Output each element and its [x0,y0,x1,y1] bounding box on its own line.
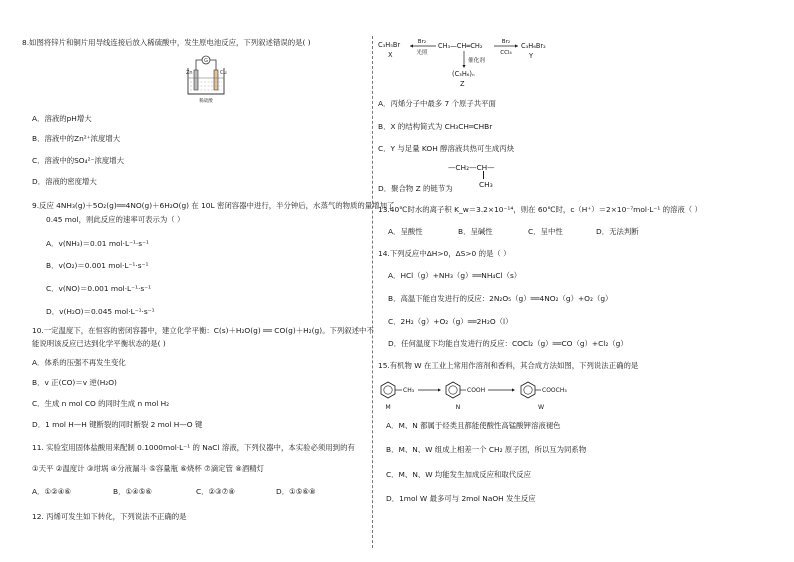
q12-option-d: D．聚合物 Z 的链节为 [378,184,453,193]
q12-option-d-struct-top: —CH₂—CH— [448,163,495,172]
q11-option-b: B．①④⑤⑥ [113,487,152,496]
compound-z: (C₃H₆)ₙ [452,70,475,78]
q10-option-c: C．生成 n mol CO 的同时生成 n mol H₂ [32,399,170,408]
q8-option-a: A．溶液的pH增大 [32,114,92,123]
q14-stem: 14.下列反应中ΔH>0，ΔS>0 的是（ ） [378,249,511,258]
q13-option-b: B．呈碱性 [458,227,493,236]
ester-group: COOCH₃ [542,387,567,394]
q12-option-a: A．丙烯分子中最多 7 个原子共平面 [378,99,496,108]
propene-conversion-scheme [378,38,568,98]
q9-option-d: D．v(H₂O)＝0.045 mol·L⁻¹·s⁻¹ [46,307,155,316]
benzene-ring-m [381,382,395,398]
galvanometer-label: G [204,58,208,64]
q15-option-c: C．M、N、W 均能发生加成反应和取代反应 [386,470,531,479]
q9-option-a: A．v(NH₃)＝0.01 mol·L⁻¹·s⁻¹ [46,239,149,248]
compound-w-label: W [537,404,545,411]
q10-stem-line1: 10.一定温度下，在恒容的密闭容器中，建立化学平衡：C(s)＋H₂O(g) ══ CO(g)＋H₂(g)。下列叙述中不 [32,326,374,335]
q8-option-c: C．溶液中的SO₄²⁻浓度增大 [32,156,125,165]
q11-option-d: D．①⑤⑥⑧ [276,487,316,496]
compound-x: C₃H₅Br [378,41,401,49]
benzene-ring-n [446,382,460,398]
q15-stem: 15.有机物 W 在工业上常用作溶剂和香料，其合成方法如图，下列说法正确的是 [378,361,639,370]
compound-x-label: X [388,51,393,59]
q14-option-a: A．HCl（g）+NH₃（g）══NH₄Cl（s） [388,271,522,280]
q8-stem: 8.如图将锌片和铜片用导线连接后放入稀硫酸中，发生原电池反应，下列叙述错误的是( ) [22,38,311,47]
svg-text:CH₃: CH₃ [403,387,415,394]
zn-label: Zn [186,70,193,76]
compound-y-label: Y [529,52,534,60]
q9-option-b: B．v(O₂)＝0.001 mol·L⁻¹·s⁻¹ [46,261,149,270]
q10-stem-line2: 能说明该反应已达到化学平衡状态的是( ) [32,339,166,348]
q13-option-d: D．无法判断 [596,227,639,236]
toluene-synthesis-scheme [378,378,598,412]
q10-option-d: D．1 mol H—H 键断裂的同时断裂 2 mol H—O 键 [32,420,203,429]
q10-option-a: A．体系的压强不再发生变化 [32,358,126,367]
q14-option-d: D．任何温度下均能自发进行的反应：COCl₂（g）══CO（g）+Cl₂（g） [388,339,628,348]
q12-option-d-struct-bottom: CH₃ [479,180,493,189]
q11-stem: 11. 实验室用固体盐酸用来配制 0.1000mol·L⁻¹ 的 NaCl 溶液，下列仪器中，本实验必须用到的有 [32,443,355,452]
compound-m-label: M [385,404,391,411]
q9-option-c: C．v(NO)＝0.001 mol·L⁻¹·s⁻¹ [46,284,152,293]
q9-stem-line2: 0.45 mol，则此反应的速率可表示为（ ） [46,215,185,224]
q12-option-d-bond [483,171,484,179]
benzene-ring-w [521,382,535,398]
q14-option-c: C．2H₂（g）+O₂（g）══2H₂O（l） [388,317,513,326]
q10-option-b: B．v 正(CO)＝v 逆(H₂O) [32,378,117,387]
q11-option-c: C．②③⑦⑧ [196,487,236,496]
q12-option-b: B．X 的结构简式为 CH₃CH═CHBr [378,122,493,131]
compound-z-label: Z [460,80,465,88]
column-divider [372,36,373,548]
q11-instrument-list: ①天平 ②温度计 ③坩埚 ④分液漏斗 ⑤容量瓶 ⑥烧杯 ⑦滴定管 ⑧酒精灯 [32,464,265,473]
condition-light: 光照 [416,50,428,56]
q8-option-b: B．溶液中的Zn²⁺浓度增大 [32,134,121,143]
q13-stem: 13.40℃时水的离子积 K_w＝3.2×10⁻¹⁴，则在 60℃时，c（H⁺）＝2×10⁻⁷mol·L⁻¹ 的溶液（ ） [378,205,702,214]
condition-catalyst: 催化剂 [468,58,485,64]
q11-option-a: A．①②④⑥ [32,487,71,496]
q13-option-a: A．呈酸性 [388,227,423,236]
q13-option-c: C．呈中性 [528,227,563,236]
compound-y: C₃H₆Br₂ [521,42,546,50]
q12-option-c: C．Y 与足量 KOH 醇溶液共热可生成丙炔 [378,144,515,153]
electrolyte-caption: 稀硫酸 [199,99,213,104]
propene-formula: CH₃—CH═CH₂ [438,42,483,50]
reagent-br2-left: Br₂ [417,39,427,45]
q15-option-b: B．M、N、W 组成上相差一个 CH₂ 原子团，所以互为同系物 [386,445,587,454]
galvanic-cell-figure [176,54,236,104]
carboxyl-group: COOH [467,387,486,394]
q8-option-d: D．溶液的密度增大 [32,177,97,186]
q12-stem: 12. 丙烯可发生如下转化，下列说法不正确的是 [32,512,187,521]
cu-label: Cu [220,70,227,76]
q14-option-b: B．高温下能自发进行的反应：2N₂O₅（g）══4NO₂（g）+O₂（g） [388,294,613,303]
reagent-br2-right: Br₂ [501,39,511,45]
q15-option-a: A．M、N 都属于烃类且都能使酸性高锰酸钾溶液褪色 [386,421,561,430]
condition-ccl4: CCl₄ [500,50,512,56]
q15-option-d: D．1mol W 最多可与 2mol NaOH 发生反应 [386,494,536,503]
q9-stem-line1: 9.反应 4NH₃(g)＋5O₂(g)══4NO(g)＋6H₂O(g) 在 10L 密闭容器中进行，半分钟后，水蒸气的物质的量增加了 [32,201,395,210]
compound-n-label: N [455,404,461,411]
